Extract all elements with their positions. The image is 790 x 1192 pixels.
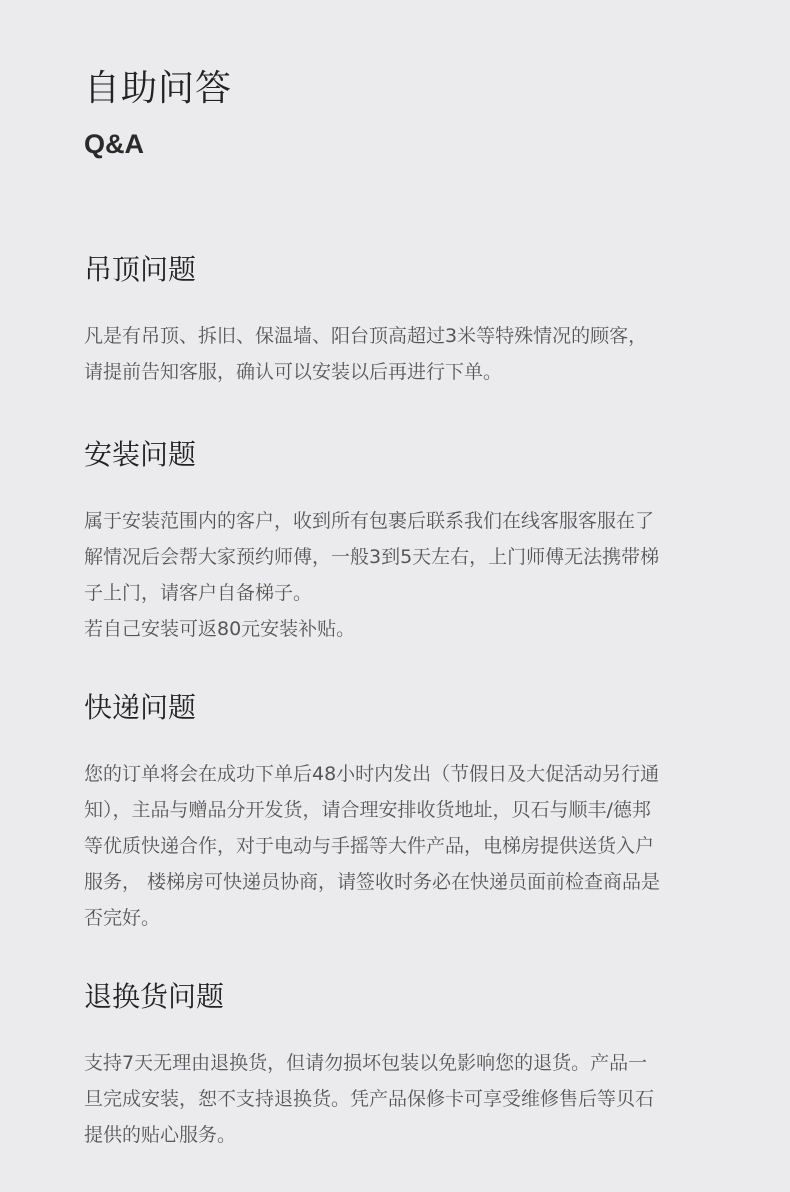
body-line: 服务， 楼梯房可快递员协商，请签收时务必在快递员面前检查商品是	[84, 871, 661, 893]
section-title: 快递问题	[84, 691, 197, 724]
section-body	[84, 318, 704, 390]
page-title: 自助问答	[84, 68, 233, 109]
section-title: 安装问题	[84, 438, 197, 471]
section-title: 退换货问题	[84, 980, 225, 1013]
body-line: 凡是有吊顶、拆旧、保温墙、阳台顶高超过3米等特殊情况的顾客，	[84, 325, 648, 347]
body-line: 子上门，请客户自备梯子。	[84, 582, 313, 604]
section-body	[84, 1045, 704, 1153]
body-line: 知），主品与赠品分开发货，请合理安排收货地址，贝石与顺丰/德邦	[84, 799, 651, 821]
body-line: 您的订单将会在成功下单后48小时内发出（节假日及大促活动另行通	[84, 763, 660, 785]
body-line: 解情况后会帮大家预约师傅，一般3到5天左右，上门师傅无法携带梯	[84, 546, 660, 568]
body-line: 等优质快递合作，对于电动与手摇等大件产品，电梯房提供送货入户	[84, 835, 655, 857]
section-body	[84, 756, 704, 936]
section-ceiling	[84, 252, 704, 390]
section-returns	[84, 979, 704, 1153]
body-line: 支持7天无理由退换货，但请勿损坏包装以免影响您的退货。产品一	[84, 1052, 648, 1074]
section-delivery	[84, 690, 704, 936]
page-subtitle: Q&A	[84, 129, 144, 159]
section-body	[84, 503, 704, 647]
body-line: 请提前告知客服，确认可以安装以后再进行下单。	[84, 361, 503, 383]
body-line: 否完好。	[84, 907, 161, 929]
body-line: 属于安装范围内的客户，收到所有包裹后联系我们在线客服客服在了	[84, 510, 655, 532]
section-installation	[84, 437, 704, 647]
section-title: 吊顶问题	[84, 253, 197, 286]
body-line: 提供的贴心服务。	[84, 1124, 237, 1146]
body-line: 旦完成安装，恕不支持退换货。凭产品保修卡可享受维修售后等贝石	[84, 1088, 655, 1110]
body-line: 若自己安装可返80元安装补贴。	[84, 618, 356, 640]
